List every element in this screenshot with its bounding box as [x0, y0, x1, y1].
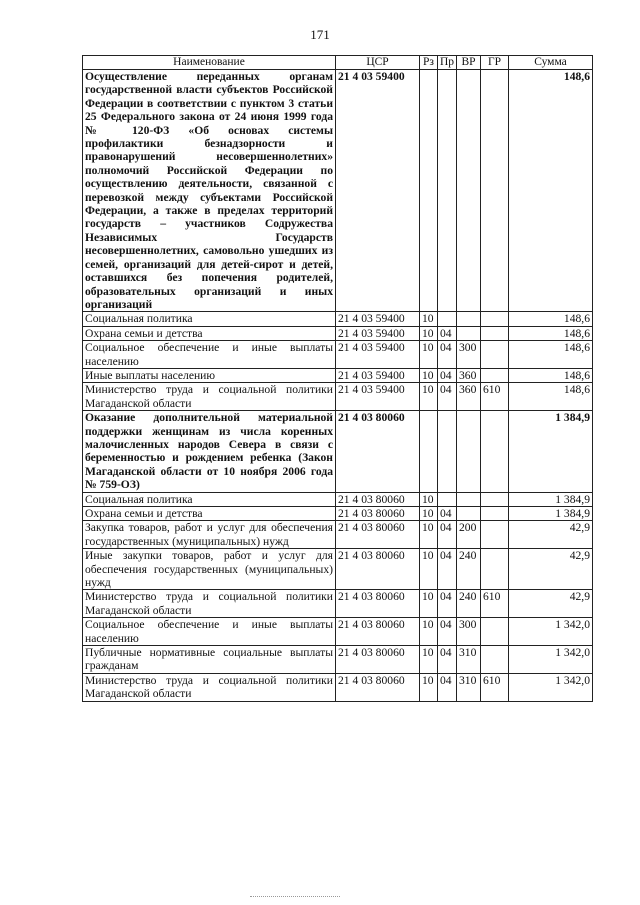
row-csr: 21 4 03 80060	[336, 646, 420, 674]
row-pr	[438, 492, 457, 506]
row-sum: 148,6	[509, 326, 593, 340]
row-pr: 04	[438, 673, 457, 701]
row-rz: 10	[420, 312, 438, 326]
row-name: Оказание дополнительной материальной поддержки женщинам из числа коренных малочисленных народов Севера в связи с беременностью и рождением ребенка (Закон Магаданской области от 10 ноября 2006 года № 759-ОЗ)	[83, 411, 336, 492]
row-vr	[457, 411, 481, 492]
row-pr: 04	[438, 618, 457, 646]
row-csr: 21 4 03 80060	[336, 673, 420, 701]
scan-artifact	[250, 896, 340, 899]
row-name: Иные закупки товаров, работ и услуг для обеспечения государственных (муниципальных) нужд	[83, 549, 336, 590]
row-vr	[457, 312, 481, 326]
header-pr: Пр	[438, 56, 457, 70]
row-csr: 21 4 03 80060	[336, 411, 420, 492]
header-gr: ГР	[481, 56, 509, 70]
row-vr: 310	[457, 673, 481, 701]
table-row	[83, 618, 593, 646]
row-name: Социальная политика	[83, 492, 336, 506]
row-sum: 1 342,0	[509, 618, 593, 646]
row-rz: 10	[420, 383, 438, 411]
row-gr: 610	[481, 383, 509, 411]
row-csr: 21 4 03 59400	[336, 341, 420, 369]
row-sum: 1 342,0	[509, 646, 593, 674]
row-pr	[438, 312, 457, 326]
table-row	[83, 326, 593, 340]
row-pr: 04	[438, 549, 457, 590]
budget-table	[82, 55, 593, 702]
table-row	[83, 521, 593, 549]
row-sum: 42,9	[509, 521, 593, 549]
row-pr: 04	[438, 507, 457, 521]
table-header-row	[83, 56, 593, 70]
row-rz: 10	[420, 646, 438, 674]
table-row	[83, 492, 593, 506]
row-csr: 21 4 03 59400	[336, 70, 420, 312]
row-name: Министерство труда и социальной политики Магаданской области	[83, 383, 336, 411]
row-rz: 10	[420, 492, 438, 506]
table-row	[83, 590, 593, 618]
row-name: Министерство труда и социальной политики Магаданской области	[83, 590, 336, 618]
row-rz: 10	[420, 326, 438, 340]
row-gr	[481, 492, 509, 506]
row-gr	[481, 341, 509, 369]
row-pr: 04	[438, 590, 457, 618]
row-name: Охрана семьи и детства	[83, 507, 336, 521]
row-rz: 10	[420, 673, 438, 701]
page-number: 171	[310, 27, 330, 42]
row-pr	[438, 411, 457, 492]
row-sum: 148,6	[509, 341, 593, 369]
row-pr	[438, 70, 457, 312]
row-gr	[481, 646, 509, 674]
header-sum: Сумма	[509, 56, 593, 70]
row-name: Публичные нормативные социальные выплаты гражданам	[83, 646, 336, 674]
row-gr	[481, 70, 509, 312]
row-sum: 42,9	[509, 549, 593, 590]
table-row	[83, 411, 593, 492]
header-name: Наименование	[83, 56, 336, 70]
row-rz: 10	[420, 549, 438, 590]
row-gr	[481, 326, 509, 340]
table-row	[83, 549, 593, 590]
row-pr: 04	[438, 521, 457, 549]
row-csr: 21 4 03 80060	[336, 521, 420, 549]
row-csr: 21 4 03 59400	[336, 326, 420, 340]
row-csr: 21 4 03 80060	[336, 549, 420, 590]
row-rz: 10	[420, 521, 438, 549]
row-pr: 04	[438, 341, 457, 369]
row-vr: 240	[457, 549, 481, 590]
row-csr: 21 4 03 80060	[336, 492, 420, 506]
row-gr	[481, 507, 509, 521]
row-vr: 300	[457, 341, 481, 369]
row-rz: 10	[420, 590, 438, 618]
row-vr: 200	[457, 521, 481, 549]
row-sum: 148,6	[509, 383, 593, 411]
row-name: Социальное обеспечение и иные выплаты населению	[83, 618, 336, 646]
row-name: Иные выплаты населению	[83, 368, 336, 382]
row-csr: 21 4 03 59400	[336, 383, 420, 411]
row-rz: 10	[420, 618, 438, 646]
row-name: Социальная политика	[83, 312, 336, 326]
header-rz: Рз	[420, 56, 438, 70]
row-sum: 148,6	[509, 368, 593, 382]
row-gr	[481, 549, 509, 590]
row-sum: 1 342,0	[509, 673, 593, 701]
row-name: Закупка товаров, работ и услуг для обеспечения государственных (муниципальных) нужд	[83, 521, 336, 549]
table-row	[83, 507, 593, 521]
row-vr	[457, 492, 481, 506]
row-csr: 21 4 03 59400	[336, 312, 420, 326]
row-sum: 148,6	[509, 70, 593, 312]
row-vr: 360	[457, 368, 481, 382]
row-vr	[457, 326, 481, 340]
row-rz: 10	[420, 368, 438, 382]
row-pr: 04	[438, 383, 457, 411]
row-csr: 21 4 03 80060	[336, 618, 420, 646]
row-gr	[481, 368, 509, 382]
row-name: Охрана семьи и детства	[83, 326, 336, 340]
row-sum: 42,9	[509, 590, 593, 618]
table-row	[83, 673, 593, 701]
row-vr: 240	[457, 590, 481, 618]
row-vr: 300	[457, 618, 481, 646]
table-row	[83, 341, 593, 369]
row-gr	[481, 312, 509, 326]
row-rz: 10	[420, 507, 438, 521]
row-rz	[420, 70, 438, 312]
row-sum: 1 384,9	[509, 411, 593, 492]
row-sum: 148,6	[509, 312, 593, 326]
row-pr: 04	[438, 326, 457, 340]
row-vr: 310	[457, 646, 481, 674]
row-gr	[481, 411, 509, 492]
row-csr: 21 4 03 80060	[336, 590, 420, 618]
row-sum: 1 384,9	[509, 507, 593, 521]
row-pr: 04	[438, 368, 457, 382]
row-gr	[481, 521, 509, 549]
table-row	[83, 646, 593, 674]
row-gr: 610	[481, 590, 509, 618]
row-name: Министерство труда и социальной политики Магаданской области	[83, 673, 336, 701]
row-rz	[420, 411, 438, 492]
row-vr: 360	[457, 383, 481, 411]
row-pr: 04	[438, 646, 457, 674]
row-gr	[481, 618, 509, 646]
table-row	[83, 70, 593, 312]
table-row	[83, 312, 593, 326]
row-csr: 21 4 03 59400	[336, 368, 420, 382]
row-sum: 1 384,9	[509, 492, 593, 506]
header-csr: ЦСР	[336, 56, 420, 70]
row-name: Социальное обеспечение и иные выплаты населению	[83, 341, 336, 369]
table-row	[83, 368, 593, 382]
row-vr	[457, 507, 481, 521]
row-name: Осуществление переданных органам государственной власти субъектов Российской Федерации в соответствии с пунктом 3 статьи 25 Федерального закона от 24 июня 1999 года № 120-ФЗ «Об основах системы профилактики безнадзорности и правонарушений несовершеннолетних» полномочий Российской Федерации по осуществлению деятельности, связанной с перевозкой между субъектами Российской Федерации, а также в пределах территорий государств – участников Содружества Независимых Государств несовершеннолетних, самовольно ушедших из семей, организаций для детей-сирот и детей, оставшихся без попечения родителей, образовательных организаций и иных организаций	[83, 70, 336, 312]
table-row	[83, 383, 593, 411]
row-vr	[457, 70, 481, 312]
row-gr: 610	[481, 673, 509, 701]
row-rz: 10	[420, 341, 438, 369]
header-vr: ВР	[457, 56, 481, 70]
row-csr: 21 4 03 80060	[336, 507, 420, 521]
